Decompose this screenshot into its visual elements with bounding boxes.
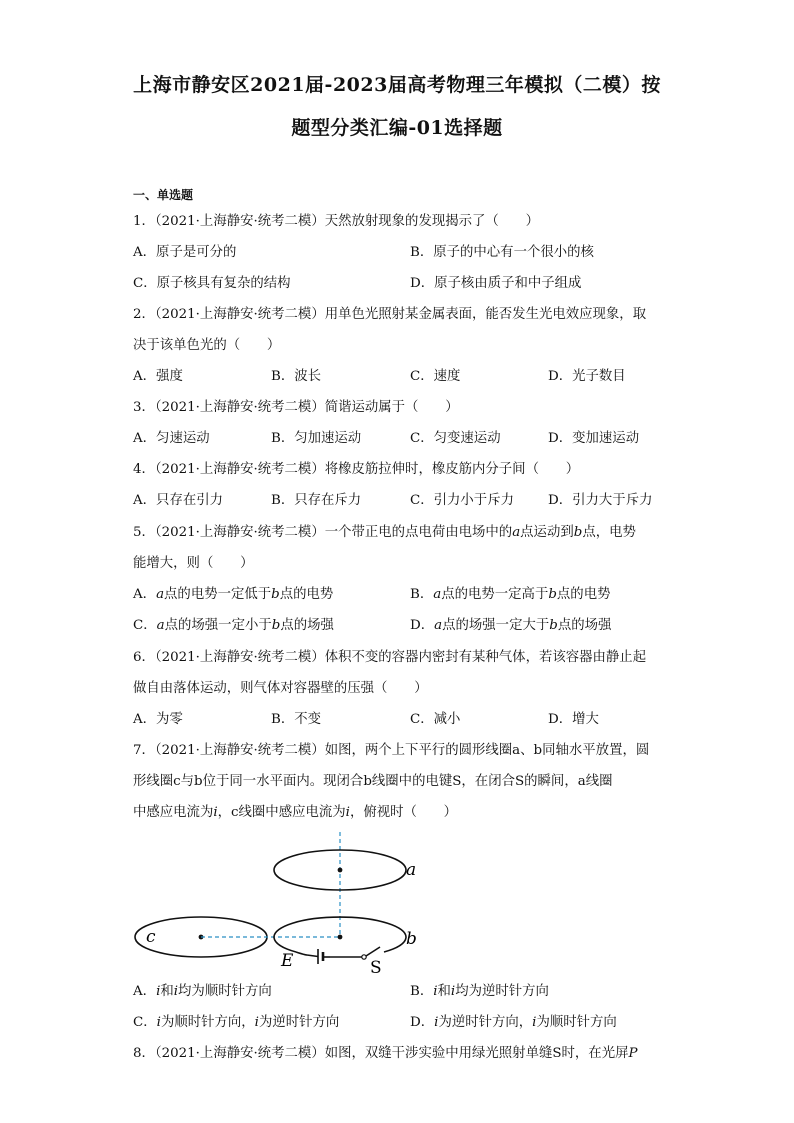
question-6-text-line2: 做自由落体运动，则气体对容器壁的压强（ ）: [133, 681, 428, 696]
q1-option-d: D．原子核由质子和中子组成: [410, 276, 582, 291]
option-text: 均为逆时针方向: [455, 984, 549, 999]
option-var: i: [173, 984, 179, 999]
question-7-text-line3: [133, 803, 457, 823]
option-prefix: D．: [410, 618, 435, 633]
label-c: c: [146, 927, 156, 947]
doc-title-line1: 上海市静安区2021届-2023届高考物理三年模拟（二模）按: [133, 74, 661, 96]
option-var: b: [549, 618, 558, 633]
option-text: 为逆时针方向，: [438, 1015, 533, 1030]
q7-option-a: [133, 982, 272, 1002]
q4-option-a: A．只存在引力: [133, 493, 224, 508]
label-a: a: [406, 860, 417, 880]
q5-option-d: [410, 616, 611, 636]
coil-diagram: [130, 828, 430, 978]
option-var: i: [156, 1015, 161, 1030]
q5-text-start: 5．（2021·上海静安·统考二模）一个带正电的点电荷由电场中的: [133, 525, 513, 540]
q4-option-b: B．只存在斥力: [271, 493, 362, 508]
q8-var-p: P: [628, 1046, 638, 1061]
option-text: 为顺时针方向，: [160, 1015, 255, 1030]
q5-text-mid: 点运动到: [520, 525, 574, 540]
option-text: 和: [437, 984, 451, 999]
question-5-text-line2: 能增大，则（ ）: [133, 556, 254, 571]
q6-option-b: B．不变: [271, 712, 322, 727]
q7-var-i: i: [345, 805, 350, 820]
question-8-text: [133, 1044, 638, 1064]
option-text: 和: [160, 984, 174, 999]
section-heading: 一、单选题: [133, 188, 194, 202]
q5-var-a: a: [512, 525, 521, 540]
option-prefix: C．: [133, 1015, 157, 1030]
option-var: a: [434, 618, 443, 633]
q5-option-a: [133, 585, 333, 605]
q6-option-d: D．增大: [548, 712, 599, 727]
option-var: i: [433, 984, 438, 999]
question-7-text-line2: 形线圈c与b位于同一水平面内。现闭合b线圈中的电键S，在闭合S的瞬间，a线圈: [133, 774, 613, 789]
option-text: 点的电势一定低于: [164, 587, 272, 602]
option-var: i: [254, 1015, 259, 1030]
coil-a-center: [338, 868, 343, 873]
option-text: 点的电势一定高于: [441, 587, 549, 602]
coil-b-center: [338, 935, 343, 940]
option-text: 点的场强: [557, 618, 612, 633]
q6-option-c: C．减小: [410, 712, 461, 727]
option-text: 点的电势: [556, 587, 611, 602]
option-var: i: [156, 984, 161, 999]
option-text: 点的电势: [279, 587, 334, 602]
option-text: 均为顺时针方向: [178, 984, 272, 999]
coil-b-lead: [307, 955, 318, 957]
q1-option-a: A．原子是可分的: [133, 245, 237, 260]
q3-option-a: A．匀速运动: [133, 431, 210, 446]
question-5-text-line1: [133, 523, 636, 543]
q7-option-b: [410, 982, 549, 1002]
label-E: E: [281, 951, 294, 971]
q5-option-c: [133, 616, 334, 636]
q7-option-c: [133, 1013, 339, 1033]
option-prefix: B．: [410, 587, 434, 602]
question-2-text-line1: 2．（2021·上海静安·统考二模）用单色光照射某金属表面，能否发生光电效应现象，取: [133, 307, 647, 322]
option-var: a: [156, 618, 165, 633]
doc-title-line2: 题型分类汇编-01选择题: [291, 117, 503, 139]
q8-text: 8．（2021·上海静安·统考二模）如图，双缝干涉实验中用绿光照射单缝S时，在光屏: [133, 1046, 629, 1061]
q3-option-b: B．匀加速运动: [271, 431, 362, 446]
label-S: S: [370, 958, 382, 978]
q2-option-b: B．波长: [271, 369, 322, 384]
option-var: i: [434, 1015, 439, 1030]
option-var: a: [433, 587, 442, 602]
option-text: 为顺时针方向: [536, 1015, 617, 1030]
q2-option-a: A．强度: [133, 369, 183, 384]
q6-option-a: A．为零: [133, 712, 183, 727]
q2-option-c: C．速度: [410, 369, 461, 384]
coil-b: [274, 917, 406, 952]
question-3-text: 3．（2021·上海静安·统考二模）简谐运动属于（ ）: [133, 400, 459, 415]
option-text: 点的场强一定小于: [164, 618, 272, 633]
q4-option-c: C．引力小于斥力: [410, 493, 514, 508]
q4-option-d: D．引力大于斥力: [548, 493, 653, 508]
option-prefix: D．: [410, 1015, 435, 1030]
q1-option-b: B．原子的中心有一个很小的核: [410, 245, 594, 260]
q3-option-d: D．变加速运动: [548, 431, 640, 446]
question-7-text-line1: 7．（2021·上海静安·统考二模）如图，两个上下平行的圆形线圈a、b同轴水平放置，圆: [133, 743, 650, 758]
question-2-text-line2: 决于该单色光的（ ）: [133, 338, 281, 353]
option-var: b: [271, 618, 281, 633]
option-prefix: A．: [133, 587, 157, 602]
q5-option-b: [410, 585, 610, 605]
q7-var-i: i: [213, 805, 218, 820]
label-b: b: [406, 929, 417, 949]
q7-text-part: 中感应电流为: [133, 805, 214, 820]
question-6-text-line1: 6．（2021·上海静安·统考二模）体积不变的容器内密封有某种气体，若该容器由静止起: [133, 650, 647, 665]
q7-text-part: ，俯视时（ ）: [349, 805, 458, 820]
option-prefix: B．: [410, 984, 434, 999]
option-var: a: [156, 587, 165, 602]
q2-option-d: D．光子数目: [548, 369, 626, 384]
option-var: b: [548, 587, 557, 602]
question-4-text: 4．（2021·上海静安·统考二模）将橡皮筋拉伸时，橡皮筋内分子间（ ）: [133, 462, 580, 477]
option-prefix: A．: [133, 984, 157, 999]
q7-text-part: ，c线圈中感应电流为: [217, 805, 346, 820]
q3-option-c: C．匀变速运动: [410, 431, 501, 446]
option-text: 点的场强: [280, 618, 334, 633]
q7-option-d: [410, 1013, 617, 1033]
option-text: 点的场强一定大于: [442, 618, 550, 633]
option-text: 为逆时针方向: [258, 1015, 340, 1030]
switch-lever: [366, 947, 380, 956]
switch-contact: [362, 955, 366, 959]
q5-text-end: 点，电势: [582, 525, 636, 540]
q5-var-b: b: [573, 525, 583, 540]
option-var: b: [271, 587, 280, 602]
option-var: i: [532, 1015, 537, 1030]
q1-option-c: C．原子核具有复杂的结构: [133, 276, 291, 291]
option-prefix: C．: [133, 618, 157, 633]
option-var: i: [450, 984, 456, 999]
question-1-text: 1．（2021·上海静安·统考二模）天然放射现象的发现揭示了（ ）: [133, 214, 539, 229]
coil-b-lead-left: [296, 952, 307, 955]
